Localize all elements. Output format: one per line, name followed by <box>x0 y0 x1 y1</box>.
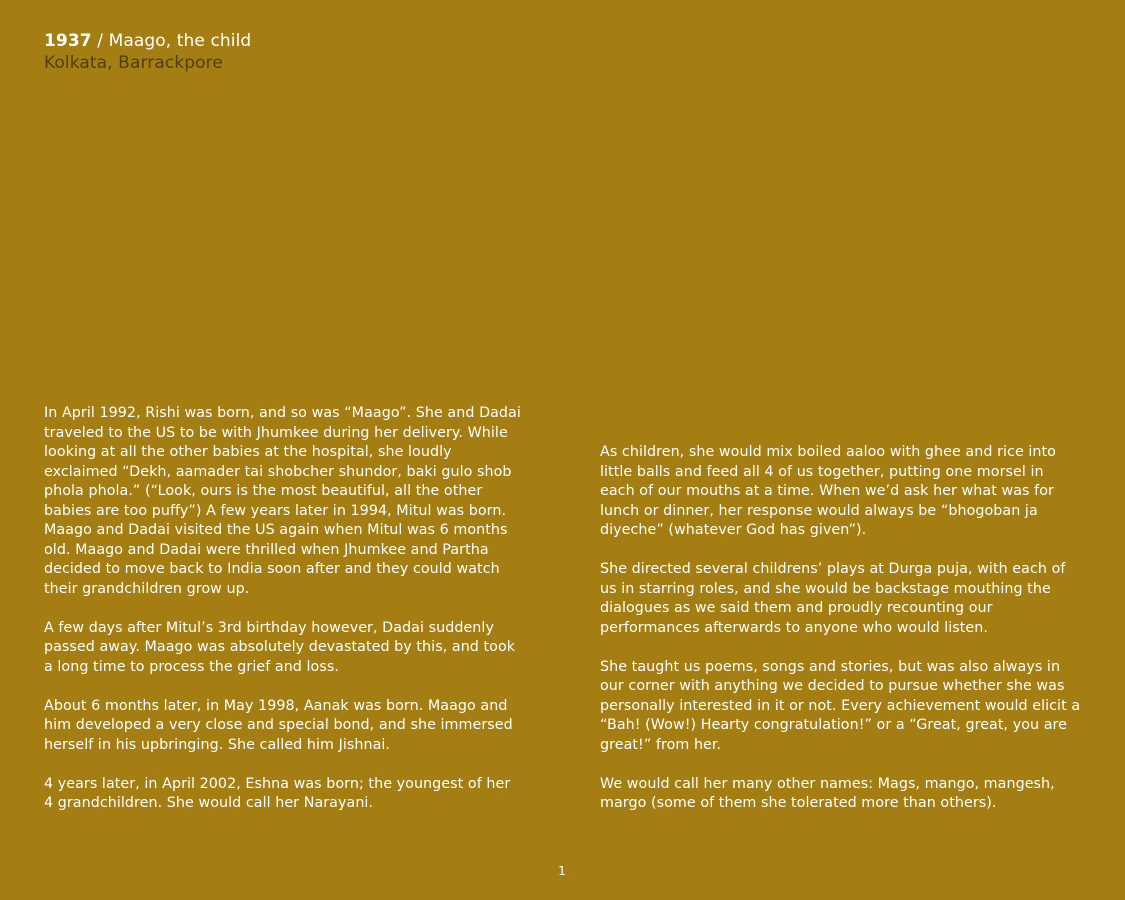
paragraph: 4 years later, in April 2002, Eshna was born; the youngest of her 4 grandchildren. She would call her Narayani. <box>44 775 511 811</box>
page-number: 1 <box>558 864 566 878</box>
paragraph: She taught us poems, songs and stories, but was also always in our corner with anything we decided to pursue whether she was personally interested in it or not. Every achievement would elicit a “Bah! (Wow!) Hearty congratulation!” or a “Great, great, you are great!” from her. <box>600 658 1081 753</box>
paragraph: As children, she would mix boiled aaloo with ghee and rice into little balls and feed all 4 of us together, putting one morsel in each of our mouths at a time. When we’d ask her what was for lunch or dinner, her response would always be “bhogoban ja diyeche” (whatever God has given”). <box>600 444 1056 538</box>
header-title: Maago, the child <box>108 31 252 51</box>
header-location: Kolkata, Barrackpore <box>44 53 223 73</box>
paragraph: About 6 months later, in May 1998, Aanak was born. Maago and him developed a very close and special bond, and she immersed herself in his upbringing. She called him Jishnai. <box>44 697 513 753</box>
header-year: 1937 <box>44 31 92 51</box>
left-column <box>44 404 522 814</box>
paragraph: She directed several childrens’ plays at Durga puja, with each of us in starring roles, and she would be backstage mouthing the dialogues as we said them and proudly recounting our performances afterwards to anyone who would listen. <box>600 561 1066 636</box>
right-column <box>600 443 1082 814</box>
paragraph: We would call her many other names: Mags, mango, mangesh, margo (some of them she tolerated more than others). <box>600 775 1055 811</box>
paragraph: In April 1992, Rishi was born, and so was “Maago”. She and Dadai traveled to the US to be with Jhumkee during her delivery. While looking at all the other babies at the hospital, she loudly exclaimed “Dekh, aamader tai shobcher shundor, baki gulo shob phola phola.” (“Look, ours is the most beautiful, all the other babies are too puffy”) A few years later in 1994, Mitul was born. Maago and Dadai visited the US again when Mitul was 6 months old. Maago and Dadai were thrilled when Jhumkee and Partha decided to move back to India soon after and they could watch their grandchildren grow up. <box>44 405 521 597</box>
paragraph: A few days after Mitul’s 3rd birthday however, Dadai suddenly passed away. Maago was absolutely devastated by this, and took a long time to process the grief and loss. <box>44 619 516 675</box>
page-header <box>44 30 251 74</box>
header-separator: / <box>91 31 109 51</box>
